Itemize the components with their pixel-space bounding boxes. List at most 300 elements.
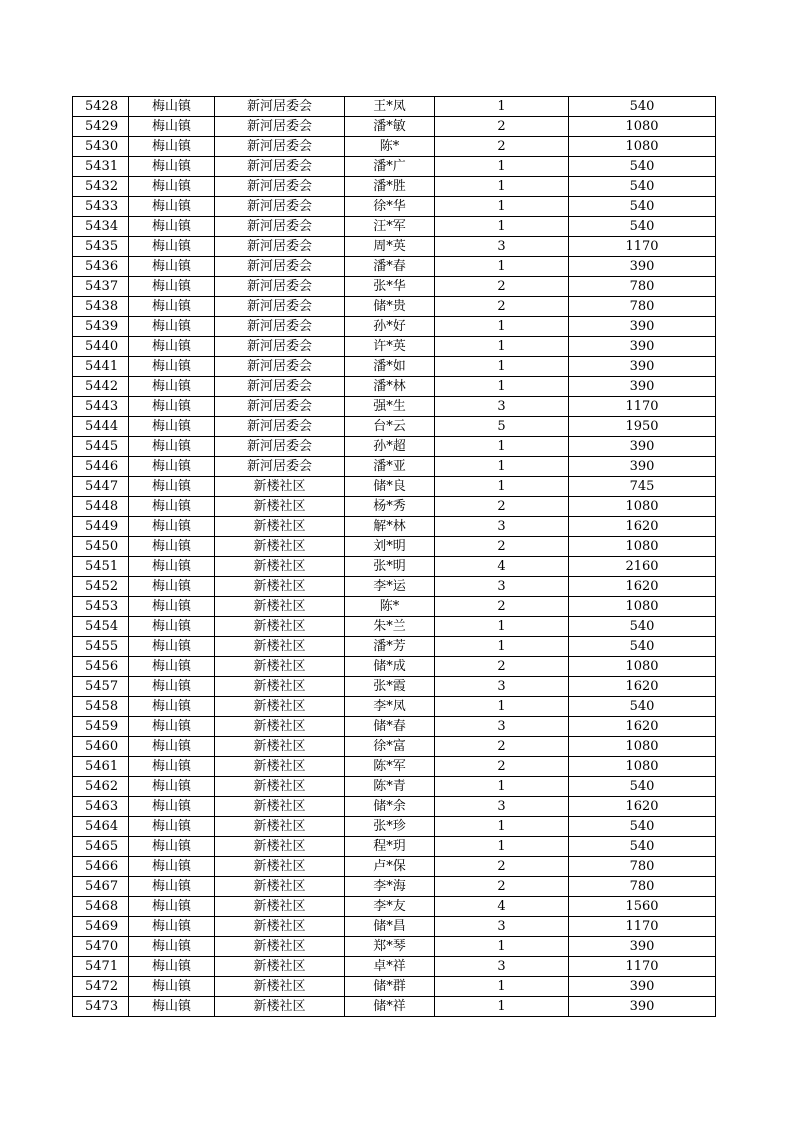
row-number-cell: 5441: [73, 357, 129, 377]
row-number-cell: 5440: [73, 337, 129, 357]
household-count-cell: 2: [435, 117, 569, 137]
table-row: [73, 217, 716, 237]
amount-cell: 1170: [569, 237, 716, 257]
table-row: [73, 757, 716, 777]
name-cell: 张*珍: [345, 817, 435, 837]
table-row: [73, 857, 716, 877]
table-row: [73, 417, 716, 437]
town-cell: 梅山镇: [129, 697, 215, 717]
town-cell: 梅山镇: [129, 977, 215, 997]
household-count-cell: 1: [435, 317, 569, 337]
table-row: [73, 917, 716, 937]
name-cell: 储*余: [345, 797, 435, 817]
community-cell: 新河居委会: [215, 117, 345, 137]
town-cell: 梅山镇: [129, 597, 215, 617]
table-row: [73, 137, 716, 157]
name-cell: 李*友: [345, 897, 435, 917]
table-row: [73, 617, 716, 637]
row-number-cell: 5453: [73, 597, 129, 617]
name-cell: 潘*亚: [345, 457, 435, 477]
table-row: [73, 517, 716, 537]
row-number-cell: 5461: [73, 757, 129, 777]
town-cell: 梅山镇: [129, 417, 215, 437]
name-cell: 台*云: [345, 417, 435, 437]
name-cell: 许*英: [345, 337, 435, 357]
town-cell: 梅山镇: [129, 357, 215, 377]
town-cell: 梅山镇: [129, 897, 215, 917]
table-row: [73, 337, 716, 357]
household-count-cell: 1: [435, 837, 569, 857]
name-cell: 陈*青: [345, 777, 435, 797]
town-cell: 梅山镇: [129, 957, 215, 977]
table-row: [73, 277, 716, 297]
community-cell: 新楼社区: [215, 897, 345, 917]
community-cell: 新河居委会: [215, 257, 345, 277]
name-cell: 潘*春: [345, 257, 435, 277]
amount-cell: 1170: [569, 397, 716, 417]
community-cell: 新楼社区: [215, 757, 345, 777]
community-cell: 新楼社区: [215, 977, 345, 997]
household-count-cell: 1: [435, 997, 569, 1017]
amount-cell: 540: [569, 697, 716, 717]
row-number-cell: 5445: [73, 437, 129, 457]
household-count-cell: 2: [435, 497, 569, 517]
town-cell: 梅山镇: [129, 917, 215, 937]
community-cell: 新楼社区: [215, 777, 345, 797]
household-count-cell: 2: [435, 137, 569, 157]
name-cell: 储*群: [345, 977, 435, 997]
town-cell: 梅山镇: [129, 797, 215, 817]
table-row: [73, 677, 716, 697]
town-cell: 梅山镇: [129, 557, 215, 577]
row-number-cell: 5460: [73, 737, 129, 757]
table-row: [73, 557, 716, 577]
household-count-cell: 2: [435, 297, 569, 317]
name-cell: 潘*胜: [345, 177, 435, 197]
household-count-cell: 1: [435, 257, 569, 277]
table-row: [73, 397, 716, 417]
amount-cell: 390: [569, 457, 716, 477]
name-cell: 解*林: [345, 517, 435, 537]
community-cell: 新河居委会: [215, 397, 345, 417]
row-number-cell: 5447: [73, 477, 129, 497]
household-count-cell: 1: [435, 637, 569, 657]
table-row: [73, 457, 716, 477]
row-number-cell: 5435: [73, 237, 129, 257]
amount-cell: 540: [569, 157, 716, 177]
town-cell: 梅山镇: [129, 677, 215, 697]
town-cell: 梅山镇: [129, 297, 215, 317]
town-cell: 梅山镇: [129, 717, 215, 737]
name-cell: 储*昌: [345, 917, 435, 937]
amount-cell: 540: [569, 637, 716, 657]
amount-cell: 390: [569, 337, 716, 357]
town-cell: 梅山镇: [129, 257, 215, 277]
table-row: [73, 797, 716, 817]
town-cell: 梅山镇: [129, 437, 215, 457]
row-number-cell: 5430: [73, 137, 129, 157]
table-row: [73, 497, 716, 517]
town-cell: 梅山镇: [129, 337, 215, 357]
amount-cell: 1080: [569, 117, 716, 137]
name-cell: 李*凤: [345, 697, 435, 717]
community-cell: 新河居委会: [215, 97, 345, 117]
household-count-cell: 1: [435, 177, 569, 197]
amount-cell: 1080: [569, 137, 716, 157]
household-count-cell: 3: [435, 237, 569, 257]
community-cell: 新楼社区: [215, 657, 345, 677]
name-cell: 周*英: [345, 237, 435, 257]
community-cell: 新楼社区: [215, 497, 345, 517]
community-cell: 新楼社区: [215, 737, 345, 757]
row-number-cell: 5433: [73, 197, 129, 217]
row-number-cell: 5443: [73, 397, 129, 417]
amount-cell: 780: [569, 857, 716, 877]
row-number-cell: 5436: [73, 257, 129, 277]
amount-cell: 1560: [569, 897, 716, 917]
row-number-cell: 5437: [73, 277, 129, 297]
table-row: [73, 777, 716, 797]
household-count-cell: 3: [435, 677, 569, 697]
row-number-cell: 5463: [73, 797, 129, 817]
table-row: [73, 897, 716, 917]
community-cell: 新楼社区: [215, 637, 345, 657]
town-cell: 梅山镇: [129, 537, 215, 557]
table-row: [73, 717, 716, 737]
row-number-cell: 5448: [73, 497, 129, 517]
row-number-cell: 5471: [73, 957, 129, 977]
amount-cell: 1620: [569, 717, 716, 737]
table-row: [73, 437, 716, 457]
table-row: [73, 737, 716, 757]
table-row: [73, 317, 716, 337]
household-count-cell: 3: [435, 917, 569, 937]
town-cell: 梅山镇: [129, 637, 215, 657]
amount-cell: 780: [569, 277, 716, 297]
community-cell: 新河居委会: [215, 297, 345, 317]
table-row: [73, 97, 716, 117]
name-cell: 强*生: [345, 397, 435, 417]
amount-cell: 780: [569, 877, 716, 897]
community-cell: 新楼社区: [215, 717, 345, 737]
amount-cell: 390: [569, 997, 716, 1017]
town-cell: 梅山镇: [129, 137, 215, 157]
amount-cell: 540: [569, 217, 716, 237]
row-number-cell: 5462: [73, 777, 129, 797]
amount-cell: 745: [569, 477, 716, 497]
amount-cell: 780: [569, 297, 716, 317]
row-number-cell: 5467: [73, 877, 129, 897]
name-cell: 储*春: [345, 717, 435, 737]
row-number-cell: 5456: [73, 657, 129, 677]
name-cell: 郑*琴: [345, 937, 435, 957]
name-cell: 卓*祥: [345, 957, 435, 977]
row-number-cell: 5455: [73, 637, 129, 657]
town-cell: 梅山镇: [129, 217, 215, 237]
amount-cell: 1620: [569, 517, 716, 537]
name-cell: 孙*好: [345, 317, 435, 337]
town-cell: 梅山镇: [129, 117, 215, 137]
name-cell: 杨*秀: [345, 497, 435, 517]
household-count-cell: 2: [435, 737, 569, 757]
town-cell: 梅山镇: [129, 397, 215, 417]
community-cell: 新河居委会: [215, 237, 345, 257]
household-count-cell: 2: [435, 277, 569, 297]
household-count-cell: 2: [435, 657, 569, 677]
town-cell: 梅山镇: [129, 657, 215, 677]
community-cell: 新楼社区: [215, 537, 345, 557]
amount-cell: 540: [569, 817, 716, 837]
community-cell: 新河居委会: [215, 317, 345, 337]
community-cell: 新河居委会: [215, 377, 345, 397]
name-cell: 张*明: [345, 557, 435, 577]
row-number-cell: 5431: [73, 157, 129, 177]
row-number-cell: 5459: [73, 717, 129, 737]
amount-cell: 390: [569, 937, 716, 957]
household-count-cell: 1: [435, 977, 569, 997]
row-number-cell: 5473: [73, 997, 129, 1017]
amount-cell: 1620: [569, 677, 716, 697]
community-cell: 新楼社区: [215, 917, 345, 937]
table-row: [73, 117, 716, 137]
amount-cell: 390: [569, 377, 716, 397]
town-cell: 梅山镇: [129, 477, 215, 497]
amount-cell: 1080: [569, 757, 716, 777]
row-number-cell: 5465: [73, 837, 129, 857]
table-row: [73, 577, 716, 597]
table-row: [73, 657, 716, 677]
amount-cell: 390: [569, 317, 716, 337]
amount-cell: 1080: [569, 597, 716, 617]
name-cell: 卢*保: [345, 857, 435, 877]
table-row: [73, 837, 716, 857]
household-count-cell: 1: [435, 697, 569, 717]
table-row: [73, 297, 716, 317]
row-number-cell: 5428: [73, 97, 129, 117]
table-row: [73, 357, 716, 377]
table-row: [73, 377, 716, 397]
community-cell: 新楼社区: [215, 837, 345, 857]
amount-cell: 1080: [569, 657, 716, 677]
household-count-cell: 3: [435, 517, 569, 537]
amount-cell: 1620: [569, 577, 716, 597]
community-cell: 新楼社区: [215, 577, 345, 597]
community-cell: 新楼社区: [215, 857, 345, 877]
community-cell: 新楼社区: [215, 617, 345, 637]
household-count-cell: 2: [435, 757, 569, 777]
amount-cell: 390: [569, 357, 716, 377]
amount-cell: 390: [569, 257, 716, 277]
row-number-cell: 5466: [73, 857, 129, 877]
community-cell: 新河居委会: [215, 137, 345, 157]
household-count-cell: 3: [435, 957, 569, 977]
table-row: [73, 637, 716, 657]
community-cell: 新楼社区: [215, 597, 345, 617]
row-number-cell: 5446: [73, 457, 129, 477]
amount-cell: 1080: [569, 537, 716, 557]
name-cell: 陈*军: [345, 757, 435, 777]
town-cell: 梅山镇: [129, 157, 215, 177]
row-number-cell: 5444: [73, 417, 129, 437]
row-number-cell: 5429: [73, 117, 129, 137]
name-cell: 徐*富: [345, 737, 435, 757]
row-number-cell: 5470: [73, 937, 129, 957]
row-number-cell: 5468: [73, 897, 129, 917]
table-row: [73, 597, 716, 617]
name-cell: 孙*超: [345, 437, 435, 457]
town-cell: 梅山镇: [129, 457, 215, 477]
town-cell: 梅山镇: [129, 497, 215, 517]
amount-cell: 540: [569, 197, 716, 217]
row-number-cell: 5472: [73, 977, 129, 997]
name-cell: 陈*: [345, 137, 435, 157]
row-number-cell: 5449: [73, 517, 129, 537]
roster-table: [72, 96, 716, 1017]
community-cell: 新楼社区: [215, 517, 345, 537]
name-cell: 储*贵: [345, 297, 435, 317]
amount-cell: 1080: [569, 497, 716, 517]
name-cell: 潘*广: [345, 157, 435, 177]
amount-cell: 1080: [569, 737, 716, 757]
community-cell: 新河居委会: [215, 437, 345, 457]
amount-cell: 1620: [569, 797, 716, 817]
household-count-cell: 1: [435, 457, 569, 477]
amount-cell: 540: [569, 97, 716, 117]
town-cell: 梅山镇: [129, 737, 215, 757]
table-row: [73, 177, 716, 197]
row-number-cell: 5469: [73, 917, 129, 937]
community-cell: 新楼社区: [215, 477, 345, 497]
town-cell: 梅山镇: [129, 237, 215, 257]
town-cell: 梅山镇: [129, 317, 215, 337]
row-number-cell: 5434: [73, 217, 129, 237]
row-number-cell: 5439: [73, 317, 129, 337]
household-count-cell: 1: [435, 817, 569, 837]
community-cell: 新楼社区: [215, 877, 345, 897]
community-cell: 新楼社区: [215, 697, 345, 717]
community-cell: 新楼社区: [215, 557, 345, 577]
town-cell: 梅山镇: [129, 777, 215, 797]
name-cell: 朱*兰: [345, 617, 435, 637]
household-count-cell: 3: [435, 397, 569, 417]
name-cell: 李*海: [345, 877, 435, 897]
amount-cell: 1170: [569, 957, 716, 977]
table-row: [73, 817, 716, 837]
name-cell: 徐*华: [345, 197, 435, 217]
name-cell: 储*成: [345, 657, 435, 677]
amount-cell: 2160: [569, 557, 716, 577]
row-number-cell: 5457: [73, 677, 129, 697]
household-count-cell: 1: [435, 337, 569, 357]
household-count-cell: 1: [435, 937, 569, 957]
community-cell: 新河居委会: [215, 337, 345, 357]
household-count-cell: 1: [435, 437, 569, 457]
document-page: [72, 96, 715, 1017]
household-count-cell: 2: [435, 597, 569, 617]
household-count-cell: 1: [435, 157, 569, 177]
community-cell: 新河居委会: [215, 217, 345, 237]
town-cell: 梅山镇: [129, 837, 215, 857]
town-cell: 梅山镇: [129, 97, 215, 117]
community-cell: 新河居委会: [215, 177, 345, 197]
table-row: [73, 157, 716, 177]
household-count-cell: 2: [435, 877, 569, 897]
household-count-cell: 1: [435, 617, 569, 637]
table-row: [73, 197, 716, 217]
household-count-cell: 1: [435, 777, 569, 797]
community-cell: 新楼社区: [215, 937, 345, 957]
name-cell: 潘*芳: [345, 637, 435, 657]
town-cell: 梅山镇: [129, 617, 215, 637]
row-number-cell: 5451: [73, 557, 129, 577]
table-row: [73, 257, 716, 277]
row-number-cell: 5442: [73, 377, 129, 397]
community-cell: 新楼社区: [215, 817, 345, 837]
row-number-cell: 5432: [73, 177, 129, 197]
name-cell: 汪*军: [345, 217, 435, 237]
row-number-cell: 5454: [73, 617, 129, 637]
amount-cell: 390: [569, 977, 716, 997]
amount-cell: 390: [569, 437, 716, 457]
household-count-cell: 5: [435, 417, 569, 437]
community-cell: 新河居委会: [215, 357, 345, 377]
community-cell: 新河居委会: [215, 417, 345, 437]
town-cell: 梅山镇: [129, 197, 215, 217]
community-cell: 新楼社区: [215, 997, 345, 1017]
household-count-cell: 4: [435, 897, 569, 917]
name-cell: 刘*明: [345, 537, 435, 557]
household-count-cell: 3: [435, 797, 569, 817]
table-row: [73, 977, 716, 997]
household-count-cell: 1: [435, 357, 569, 377]
name-cell: 潘*如: [345, 357, 435, 377]
household-count-cell: 1: [435, 97, 569, 117]
row-number-cell: 5452: [73, 577, 129, 597]
household-count-cell: 1: [435, 197, 569, 217]
household-count-cell: 1: [435, 377, 569, 397]
household-count-cell: 4: [435, 557, 569, 577]
amount-cell: 540: [569, 177, 716, 197]
town-cell: 梅山镇: [129, 817, 215, 837]
community-cell: 新河居委会: [215, 277, 345, 297]
town-cell: 梅山镇: [129, 577, 215, 597]
row-number-cell: 5464: [73, 817, 129, 837]
name-cell: 储*祥: [345, 997, 435, 1017]
table-row: [73, 877, 716, 897]
table-row: [73, 477, 716, 497]
community-cell: 新楼社区: [215, 957, 345, 977]
name-cell: 潘*林: [345, 377, 435, 397]
name-cell: 陈*: [345, 597, 435, 617]
name-cell: 李*运: [345, 577, 435, 597]
town-cell: 梅山镇: [129, 857, 215, 877]
row-number-cell: 5450: [73, 537, 129, 557]
name-cell: 张*霞: [345, 677, 435, 697]
table-row: [73, 937, 716, 957]
household-count-cell: 2: [435, 857, 569, 877]
town-cell: 梅山镇: [129, 877, 215, 897]
town-cell: 梅山镇: [129, 997, 215, 1017]
name-cell: 程*玥: [345, 837, 435, 857]
row-number-cell: 5438: [73, 297, 129, 317]
table-row: [73, 957, 716, 977]
row-number-cell: 5458: [73, 697, 129, 717]
community-cell: 新河居委会: [215, 457, 345, 477]
amount-cell: 1950: [569, 417, 716, 437]
community-cell: 新河居委会: [215, 197, 345, 217]
household-count-cell: 3: [435, 717, 569, 737]
amount-cell: 1170: [569, 917, 716, 937]
